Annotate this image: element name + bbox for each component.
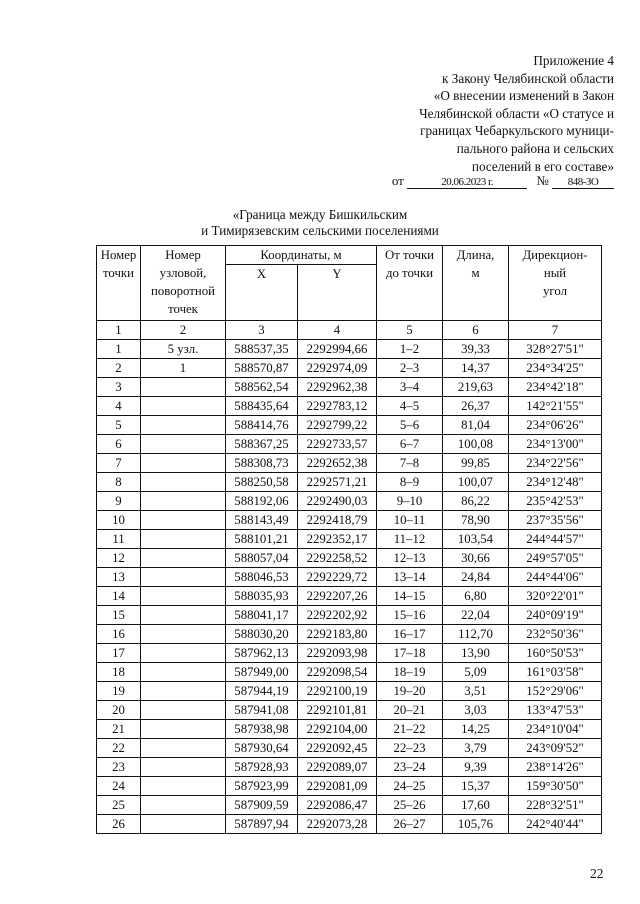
cell-node-number [141,758,226,777]
cell-node-number [141,663,226,682]
cell-from-to: 5–6 [377,416,443,435]
cell-node-number [141,492,226,511]
cell-point-number: 23 [97,758,141,777]
cell-angle: 232°50'36" [509,625,602,644]
cell-point-number: 14 [97,587,141,606]
cell-y: 2292799,22 [298,416,377,435]
cell-point-number: 12 [97,549,141,568]
header-y: Y [298,265,377,321]
cell-node-number [141,701,226,720]
cell-from-to: 16–17 [377,625,443,644]
cell-node-number [141,530,226,549]
cell-point-number: 1 [97,340,141,359]
cell-y: 2292098,54 [298,663,377,682]
cell-angle: 328°27'51" [509,340,602,359]
cell-length: 15,37 [443,777,509,796]
table-row [97,397,602,416]
cell-point-number: 26 [97,815,141,834]
cell-point-number: 6 [97,435,141,454]
cell-x: 588435,64 [226,397,298,416]
cell-point-number: 3 [97,378,141,397]
title-line-1: «Граница между Бишкильским [232,207,408,222]
table-row [97,644,602,663]
cell-y: 2292258,52 [298,549,377,568]
cell-from-to: 19–20 [377,682,443,701]
cell-angle: 142°21'55" [509,397,602,416]
appendix-line: пального района и сельских [456,140,614,156]
table-row [97,359,602,378]
cell-from-to: 13–14 [377,568,443,587]
column-number-row [97,321,602,340]
header-node-number: Номер узловой, поворотной точек [141,246,226,321]
from-label: от [391,173,404,188]
table-row [97,625,602,644]
cell-length: 14,25 [443,720,509,739]
cell-angle: 237°35'56" [509,511,602,530]
cell-y: 2292490,03 [298,492,377,511]
cell-point-number: 2 [97,359,141,378]
cell-point-number: 19 [97,682,141,701]
appendix-line: поселений в его составе» [471,158,614,174]
cell-point-number: 15 [97,606,141,625]
cell-point-number: 8 [97,473,141,492]
law-number: 848-ЗО [552,176,614,189]
cell-angle: 152°29'06" [509,682,602,701]
cell-length: 9,39 [443,758,509,777]
cell-length: 100,07 [443,473,509,492]
cell-x: 588537,35 [226,340,298,359]
cell-from-to: 11–12 [377,530,443,549]
cell-node-number [141,720,226,739]
cell-from-to: 25–26 [377,796,443,815]
header-x: X [226,265,298,321]
cell-node-number [141,796,226,815]
cell-length: 13,90 [443,644,509,663]
cell-angle: 234°06'26" [509,416,602,435]
cell-angle: 234°22'56" [509,454,602,473]
column-number: 2 [141,321,226,340]
cell-angle: 160°50'53" [509,644,602,663]
appendix-line: границах Чебаркульского муници- [420,123,614,139]
cell-y: 2292652,38 [298,454,377,473]
cell-x: 588057,04 [226,549,298,568]
table-row [97,473,602,492]
cell-x: 588570,87 [226,359,298,378]
cell-from-to: 26–27 [377,815,443,834]
cell-point-number: 11 [97,530,141,549]
header-angle: Дирекцион- ный угол [509,246,602,321]
cell-angle: 243°09'52" [509,739,602,758]
cell-point-number: 9 [97,492,141,511]
cell-angle: 240°09'19" [509,606,602,625]
cell-from-to: 6–7 [377,435,443,454]
cell-y: 2292086,47 [298,796,377,815]
table-row [97,416,602,435]
number-label: № [536,173,549,188]
cell-y: 2292733,57 [298,435,377,454]
cell-x: 587923,99 [226,777,298,796]
table-row [97,739,602,758]
cell-x: 588143,49 [226,511,298,530]
cell-node-number [141,739,226,758]
cell-point-number: 20 [97,701,141,720]
cell-from-to: 24–25 [377,777,443,796]
cell-point-number: 16 [97,625,141,644]
cell-angle: 234°13'00" [509,435,602,454]
table-row [97,758,602,777]
cell-angle: 242°40'44" [509,815,602,834]
cell-angle: 320°22'01" [509,587,602,606]
cell-angle: 228°32'51" [509,796,602,815]
cell-node-number [141,454,226,473]
cell-y: 2292089,07 [298,758,377,777]
coordinates-table [96,245,602,834]
cell-node-number [141,378,226,397]
title-line-2: и Тимирязевским сельскими поселениями [201,223,439,238]
column-number: 5 [377,321,443,340]
cell-x: 588414,76 [226,416,298,435]
cell-from-to: 22–23 [377,739,443,758]
cell-y: 2292783,12 [298,397,377,416]
cell-length: 6,80 [443,587,509,606]
table-row [97,340,602,359]
table-row [97,815,602,834]
cell-angle: 235°42'53" [509,492,602,511]
cell-y: 2292962,38 [298,378,377,397]
cell-from-to: 15–16 [377,606,443,625]
column-number: 6 [443,321,509,340]
cell-node-number [141,777,226,796]
cell-y: 2292229,72 [298,568,377,587]
cell-y: 2292571,21 [298,473,377,492]
appendix-line: Челябинской области «О статусе и [419,105,614,121]
cell-length: 112,70 [443,625,509,644]
cell-node-number [141,644,226,663]
cell-node-number [141,587,226,606]
cell-length: 26,37 [443,397,509,416]
cell-from-to: 12–13 [377,549,443,568]
appendix-line: Приложение 4 [533,53,614,68]
cell-node-number [141,416,226,435]
header-point-number: Номер точки [97,246,141,321]
cell-from-to: 21–22 [377,720,443,739]
cell-length: 81,04 [443,416,509,435]
cell-point-number: 17 [97,644,141,663]
cell-y: 2292202,92 [298,606,377,625]
cell-point-number: 10 [97,511,141,530]
cell-x: 587897,94 [226,815,298,834]
table-row [97,511,602,530]
table-row [97,701,602,720]
cell-length: 3,03 [443,701,509,720]
cell-length: 100,08 [443,435,509,454]
cell-x: 588041,17 [226,606,298,625]
cell-angle: 234°34'25" [509,359,602,378]
table-row [97,530,602,549]
cell-x: 588035,93 [226,587,298,606]
table-row [97,492,602,511]
cell-from-to: 2–3 [377,359,443,378]
cell-angle: 238°14'26" [509,758,602,777]
cell-from-to: 10–11 [377,511,443,530]
cell-x: 587944,19 [226,682,298,701]
cell-length: 103,54 [443,530,509,549]
cell-point-number: 25 [97,796,141,815]
cell-node-number [141,625,226,644]
law-date: 20.06.2023 г. [407,176,527,189]
appendix-header [340,52,614,175]
cell-y: 2292093,98 [298,644,377,663]
cell-length: 105,76 [443,815,509,834]
cell-point-number: 22 [97,739,141,758]
table-row [97,796,602,815]
cell-length: 22,04 [443,606,509,625]
cell-point-number: 5 [97,416,141,435]
cell-node-number [141,606,226,625]
cell-node-number [141,473,226,492]
cell-length: 24,84 [443,568,509,587]
cell-node-number [141,568,226,587]
cell-y: 2292073,28 [298,815,377,834]
cell-from-to: 4–5 [377,397,443,416]
table-row [97,587,602,606]
cell-length: 5,09 [443,663,509,682]
cell-x: 588562,54 [226,378,298,397]
cell-node-number: 5 узл. [141,340,226,359]
cell-from-to: 18–19 [377,663,443,682]
cell-angle: 244°44'06" [509,568,602,587]
cell-length: 78,90 [443,511,509,530]
cell-x: 588250,58 [226,473,298,492]
cell-length: 86,22 [443,492,509,511]
cell-y: 2292101,81 [298,701,377,720]
cell-x: 587941,08 [226,701,298,720]
cell-y: 2292352,17 [298,530,377,549]
cell-length: 14,37 [443,359,509,378]
header-length: Длина, м [443,246,509,321]
cell-angle: 234°10'04" [509,720,602,739]
cell-node-number [141,682,226,701]
cell-y: 2292207,26 [298,587,377,606]
cell-x: 587909,59 [226,796,298,815]
cell-angle: 133°47'53" [509,701,602,720]
cell-y: 2292183,80 [298,625,377,644]
cell-length: 3,51 [443,682,509,701]
appendix-line: к Закону Челябинской области [442,70,614,86]
cell-y: 2292092,45 [298,739,377,758]
cell-y: 2292081,09 [298,777,377,796]
table-row [97,378,602,397]
cell-from-to: 8–9 [377,473,443,492]
cell-node-number [141,815,226,834]
cell-angle: 244°44'57" [509,530,602,549]
cell-angle: 249°57'05" [509,549,602,568]
cell-from-to: 23–24 [377,758,443,777]
law-date-number [340,173,614,189]
cell-point-number: 7 [97,454,141,473]
cell-point-number: 24 [97,777,141,796]
cell-x: 588367,25 [226,435,298,454]
cell-from-to: 20–21 [377,701,443,720]
table-row [97,682,602,701]
cell-length: 39,33 [443,340,509,359]
table-row [97,435,602,454]
column-number: 3 [226,321,298,340]
cell-x: 587930,64 [226,739,298,758]
cell-x: 588030,20 [226,625,298,644]
table-row [97,777,602,796]
cell-y: 2292104,00 [298,720,377,739]
cell-from-to: 9–10 [377,492,443,511]
header-from-to: От точки до точки [377,246,443,321]
cell-length: 3,79 [443,739,509,758]
cell-length: 17,60 [443,796,509,815]
cell-x: 588192,06 [226,492,298,511]
document-title [0,207,640,239]
table-row [97,663,602,682]
cell-y: 2292418,79 [298,511,377,530]
cell-length: 219,63 [443,378,509,397]
cell-x: 588101,21 [226,530,298,549]
cell-y: 2292994,66 [298,340,377,359]
cell-node-number [141,397,226,416]
cell-node-number: 1 [141,359,226,378]
cell-node-number [141,511,226,530]
cell-point-number: 18 [97,663,141,682]
table-row [97,549,602,568]
cell-y: 2292974,09 [298,359,377,378]
cell-x: 588308,73 [226,454,298,473]
cell-from-to: 14–15 [377,587,443,606]
cell-from-to: 7–8 [377,454,443,473]
cell-x: 587928,93 [226,758,298,777]
table-row [97,454,602,473]
cell-node-number [141,435,226,454]
cell-angle: 161°03'58" [509,663,602,682]
cell-angle: 159°30'50" [509,777,602,796]
cell-from-to: 17–18 [377,644,443,663]
cell-x: 587962,13 [226,644,298,663]
cell-y: 2292100,19 [298,682,377,701]
cell-x: 588046,53 [226,568,298,587]
column-number: 4 [298,321,377,340]
appendix-line: «О внесении изменений в Закон [433,88,614,104]
page-number: 22 [590,866,604,881]
cell-length: 30,66 [443,549,509,568]
cell-from-to: 1–2 [377,340,443,359]
cell-from-to: 3–4 [377,378,443,397]
table-row [97,720,602,739]
cell-node-number [141,549,226,568]
cell-point-number: 13 [97,568,141,587]
table-row [97,568,602,587]
cell-angle: 234°12'48" [509,473,602,492]
cell-x: 587938,98 [226,720,298,739]
header-coordinates: Координаты, м [226,246,377,265]
cell-point-number: 4 [97,397,141,416]
column-number: 1 [97,321,141,340]
cell-point-number: 21 [97,720,141,739]
cell-angle: 234°42'18" [509,378,602,397]
column-number: 7 [509,321,602,340]
table-row [97,606,602,625]
cell-length: 99,85 [443,454,509,473]
cell-x: 587949,00 [226,663,298,682]
